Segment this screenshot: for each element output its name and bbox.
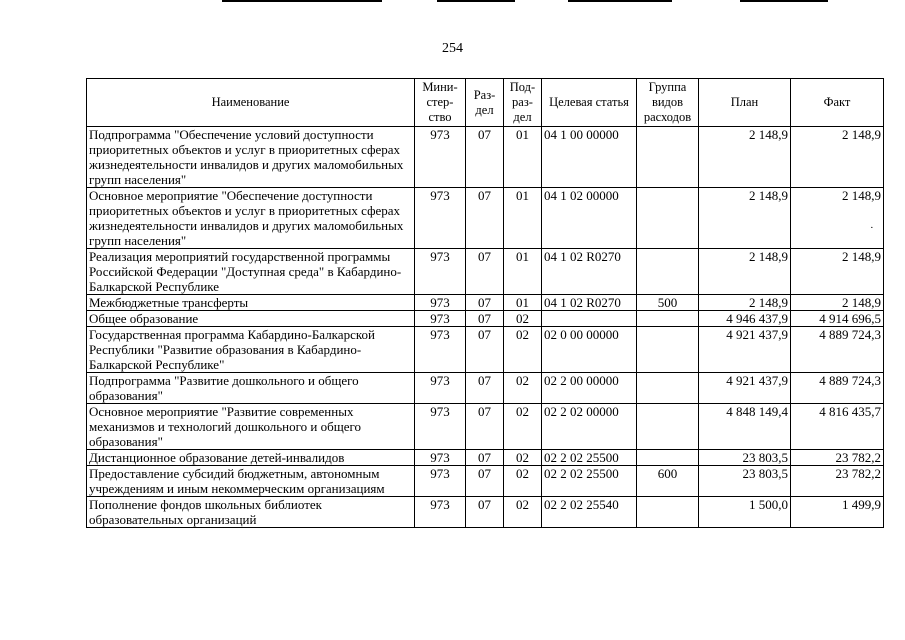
cell-section: 07 [466, 373, 504, 404]
cell-name: Государственная программа Кабардино-Балкарской Республики "Развитие образования в Кабардино-Балкарской Республике" [87, 327, 415, 373]
cell-plan: 4 946 437,9 [699, 311, 791, 327]
top-rule-2 [437, 0, 515, 2]
header-fact: Факт [791, 79, 884, 127]
cell-article: 04 1 02 00000 [542, 188, 637, 249]
cell-name: Основное мероприятие "Обеспечение доступности приоритетных объектов и услуг в приоритетных сферах жизнедеятельности инвалидов и других маломобильных групп населения" [87, 188, 415, 249]
cell-expense-group [637, 404, 699, 450]
cell-fact: 4 914 696,5 [791, 311, 884, 327]
cell-article: 02 2 02 25500 [542, 450, 637, 466]
cell-fact: 1 499,9 [791, 497, 884, 528]
top-rule-3 [568, 0, 672, 2]
cell-expense-group: 600 [637, 466, 699, 497]
cell-expense-group [637, 373, 699, 404]
cell-name: Пополнение фондов школьных библиотек образовательных организаций [87, 497, 415, 528]
top-rule-4 [740, 0, 828, 2]
cell-plan: 1 500,0 [699, 497, 791, 528]
cell-ministry: 973 [415, 295, 466, 311]
header-section: Раз-дел [466, 79, 504, 127]
cell-expense-group [637, 327, 699, 373]
cell-article: 04 1 02 R0270 [542, 249, 637, 295]
cell-section: 07 [466, 311, 504, 327]
cell-subsection: 01 [504, 295, 542, 311]
table-row [87, 466, 884, 497]
table-header-row [87, 79, 884, 127]
table-row [87, 188, 884, 249]
cell-fact: 2 148,9 [791, 249, 884, 295]
cell-plan: 2 148,9 [699, 188, 791, 249]
cell-section: 07 [466, 249, 504, 295]
table-row [87, 497, 884, 528]
cell-section: 07 [466, 295, 504, 311]
scan-mark: · [870, 222, 874, 234]
cell-section: 07 [466, 450, 504, 466]
cell-ministry: 973 [415, 466, 466, 497]
cell-fact: 23 782,2 [791, 466, 884, 497]
cell-subsection: 02 [504, 450, 542, 466]
cell-article: 02 2 00 00000 [542, 373, 637, 404]
cell-expense-group [637, 249, 699, 295]
cell-ministry: 973 [415, 188, 466, 249]
table-row [87, 327, 884, 373]
cell-ministry: 973 [415, 373, 466, 404]
table-row [87, 450, 884, 466]
cell-fact: 2 148,9 [791, 188, 884, 249]
cell-name: Реализация мероприятий государственной программы Российской Федерации "Доступная среда" в Кабардино-Балкарской Республике [87, 249, 415, 295]
cell-expense-group [637, 450, 699, 466]
cell-plan: 23 803,5 [699, 466, 791, 497]
cell-name: Подпрограмма "Обеспечение условий доступности приоритетных объектов и услуг в приоритетных сферах жизнедеятельности инвалидов и других маломобильных групп населения" [87, 127, 415, 188]
cell-name: Дистанционное образование детей-инвалидов [87, 450, 415, 466]
cell-plan: 4 921 437,9 [699, 373, 791, 404]
cell-plan: 2 148,9 [699, 249, 791, 295]
cell-expense-group [637, 311, 699, 327]
cell-section: 07 [466, 127, 504, 188]
cell-plan: 4 848 149,4 [699, 404, 791, 450]
cell-ministry: 973 [415, 450, 466, 466]
cell-article [542, 311, 637, 327]
table-row [87, 311, 884, 327]
cell-plan: 23 803,5 [699, 450, 791, 466]
cell-plan: 2 148,9 [699, 295, 791, 311]
cell-ministry: 973 [415, 404, 466, 450]
page-number: 254 [442, 41, 463, 56]
cell-subsection: 02 [504, 404, 542, 450]
budget-table [86, 78, 884, 528]
cell-article: 02 2 02 25500 [542, 466, 637, 497]
header-name: Наименование [87, 79, 415, 127]
table-row [87, 295, 884, 311]
cell-subsection: 02 [504, 327, 542, 373]
cell-expense-group [637, 188, 699, 249]
cell-section: 07 [466, 327, 504, 373]
cell-fact: 23 782,2 [791, 450, 884, 466]
cell-subsection: 02 [504, 466, 542, 497]
cell-fact: 4 816 435,7 [791, 404, 884, 450]
cell-expense-group [637, 497, 699, 528]
cell-ministry: 973 [415, 249, 466, 295]
cell-article: 02 0 00 00000 [542, 327, 637, 373]
cell-article: 02 2 02 25540 [542, 497, 637, 528]
cell-fact: 2 148,9 [791, 127, 884, 188]
cell-fact: 4 889 724,3 [791, 373, 884, 404]
cell-plan: 2 148,9 [699, 127, 791, 188]
cell-subsection: 02 [504, 497, 542, 528]
table-row [87, 373, 884, 404]
cell-ministry: 973 [415, 327, 466, 373]
cell-fact: 2 148,9 [791, 295, 884, 311]
cell-article: 04 1 02 R0270 [542, 295, 637, 311]
cell-subsection: 02 [504, 311, 542, 327]
top-rule-1 [222, 0, 382, 2]
cell-ministry: 973 [415, 127, 466, 188]
cell-subsection: 02 [504, 373, 542, 404]
header-ministry: Мини-стер-ство [415, 79, 466, 127]
cell-expense-group [637, 127, 699, 188]
cell-section: 07 [466, 188, 504, 249]
cell-section: 07 [466, 497, 504, 528]
cell-section: 07 [466, 404, 504, 450]
cell-article: 04 1 00 00000 [542, 127, 637, 188]
cell-name: Основное мероприятие "Развитие современных механизмов и технологий дошкольного и общего образования" [87, 404, 415, 450]
cell-name: Предоставление субсидий бюджетным, автономным учреждениям и иным некоммерческим организациям [87, 466, 415, 497]
cell-expense-group: 500 [637, 295, 699, 311]
cell-article: 02 2 02 00000 [542, 404, 637, 450]
header-article: Целевая статья [542, 79, 637, 127]
cell-subsection: 01 [504, 249, 542, 295]
table-row [87, 249, 884, 295]
header-expense-group: Группа видов расходов [637, 79, 699, 127]
cell-name: Межбюджетные трансферты [87, 295, 415, 311]
cell-ministry: 973 [415, 311, 466, 327]
cell-subsection: 01 [504, 188, 542, 249]
header-subsection: Под-раз-дел [504, 79, 542, 127]
cell-name: Общее образование [87, 311, 415, 327]
cell-ministry: 973 [415, 497, 466, 528]
header-plan: План [699, 79, 791, 127]
cell-name: Подпрограмма "Развитие дошкольного и общего образования" [87, 373, 415, 404]
cell-section: 07 [466, 466, 504, 497]
cell-fact: 4 889 724,3 [791, 327, 884, 373]
cell-plan: 4 921 437,9 [699, 327, 791, 373]
table-row [87, 404, 884, 450]
cell-subsection: 01 [504, 127, 542, 188]
table-row [87, 127, 884, 188]
